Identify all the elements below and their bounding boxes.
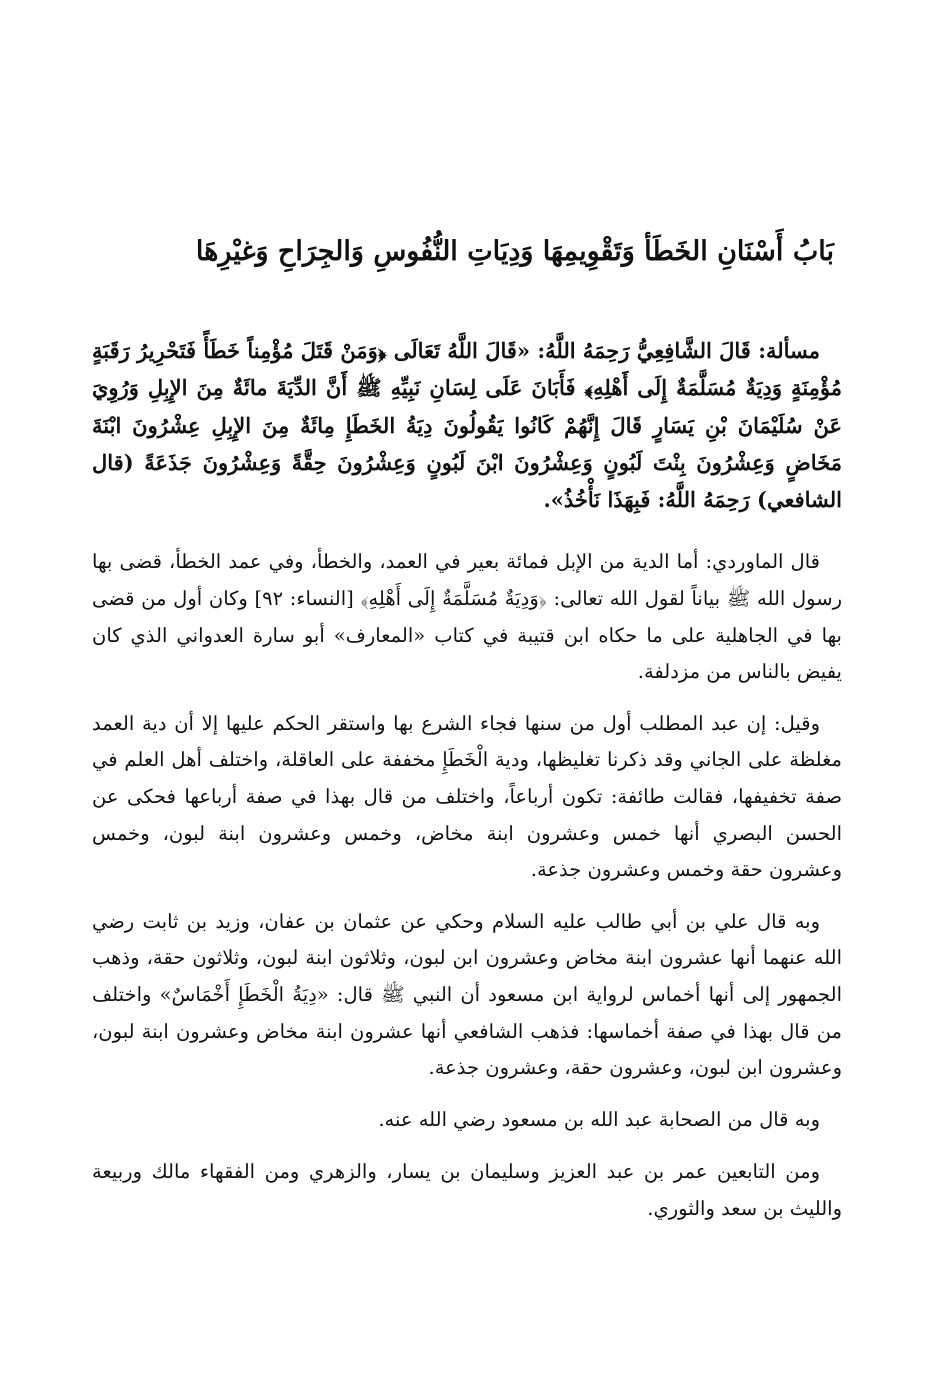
masala-paragraph — [92, 332, 842, 518]
chapter-title: بَابُ أَسْنَانِ الخَطَأ وَتَقْوِيمِهَا وَدِيَاتِ النُّفُوسِ وَالجِرَاحِ وَغيْرِهَا — [195, 236, 834, 267]
document-page — [92, 232, 842, 1243]
body-paragraph-3: وبه قال علي بن أبي طالب عليه السلام وحكي عن عثمان بن عفان، وزيد بن ثابت رضي الله عنهما أنها عشرون ابنة مخاض وعشرون ابن لبون، وثلاثون ابنة لبون، وثلاثون حقة، وذهب الجمهور إلى أنها أخماس لرواية ابن مسعود أن النبي ﷺ قال: «دِيَةُ الْخَطَإِ أَخْمَاسٌ» واختلف من قال بهذا في صفة أخماسها: فذهب الشافعي أنها عشرون ابنة مخاض وعشرون ابنة لبون، وعشرون ابن لبون، وعشرون حقة، وعشرون جذعة. — [92, 909, 842, 1080]
body-paragraph-1: قال الماوردي: أما الدية من الإبل فمائة بعير في العمد، والخطأ، وفي عمد الخطأ، قضى بها رسول الله ﷺ بياناً لقول الله تعالى: ﴿وَدِيَةٌ مُسَلَّمَةٌ إِلَى أَهْلِهِ﴾ [النساء: ٩٢] وكان أول من قضى بها في الجاهلية على ما حكاه ابن قتيبة في كتاب «المعارف» أبو سارة العدواني الذي كان يفيض بالناس من مزدلفة. — [92, 550, 843, 684]
masala-label: مسألة: — [758, 338, 820, 363]
body-paragraph-2: وقيل: إن عبد المطلب أول من سنها فجاء الشرع بها واستقر الحكم عليها إلا أن دية العمد مغلظة على الجاني وقد ذكرنا تغليظها، ودية الْخَطَإِ مخففة على العاقلة، واختلف أهل العلم في صفة تخفيفها، فقالت طائفة: تكون أرباعاً، واختلف من قال بهذا في صفة أرباعها فحكى عن الحسن البصري أنها خمس وعشرون ابنة مخاض، وخمس وعشرون ابنة لبون، وخمس وعشرون حقة وخمس وعشرون جذعة. — [92, 711, 842, 882]
masala-text: قَالَ الشَّافِعِيُّ رَحِمَهُ اللَّهُ: «قَالَ اللَّهُ تَعَالَى ﴿وَمَنْ قَتَلَ مُؤْمِناً خَطَأً فَتَحْرِيرُ رَقَبَةٍ مُؤْمِنَةٍ وَدِيَةٌ مُسَلَّمَةٌ إِلَى أَهْلِهِ﴾ فَأَبَانَ عَلَى لِسَانِ نَبِيِّهِ ﷺ أَنَّ الدِّيَةَ مائَةٌ مِنَ الإِبِلِ وَرُوِيَ عَنْ سُلَيْمَانَ بْنِ يَسَارٍ قَالَ إِنَّهُمْ كَانُوا يَقُولُونَ دِيَةُ الخَطَإِ مِائَةٌ مِنَ الإِبِلِ عِشْرُونَ ابْنَةَ مَخَاضٍ وَعِشْرُونَ بِنْتَ لَبُونٍ وَعِشْرُونَ ابْنَ لَبُونٍ وَعِشْرُونَ حِقَّةً وَعِشْرُونَ جَذَعَةً (قال الشافعي) رَحِمَهُ اللَّهُ: فَبِهَذَا نَأْخُذُ». — [92, 338, 842, 513]
body-paragraph-4: وبه قال من الصحابة عبد الله بن مسعود رضي الله عنه. — [378, 1107, 820, 1131]
body-paragraph-5: ومن التابعين عمر بن عبد العزيز وسليمان بن يسار، والزهري ومن الفقهاء مالك وربيعة والليث بن سعد والثوري. — [92, 1160, 842, 1220]
